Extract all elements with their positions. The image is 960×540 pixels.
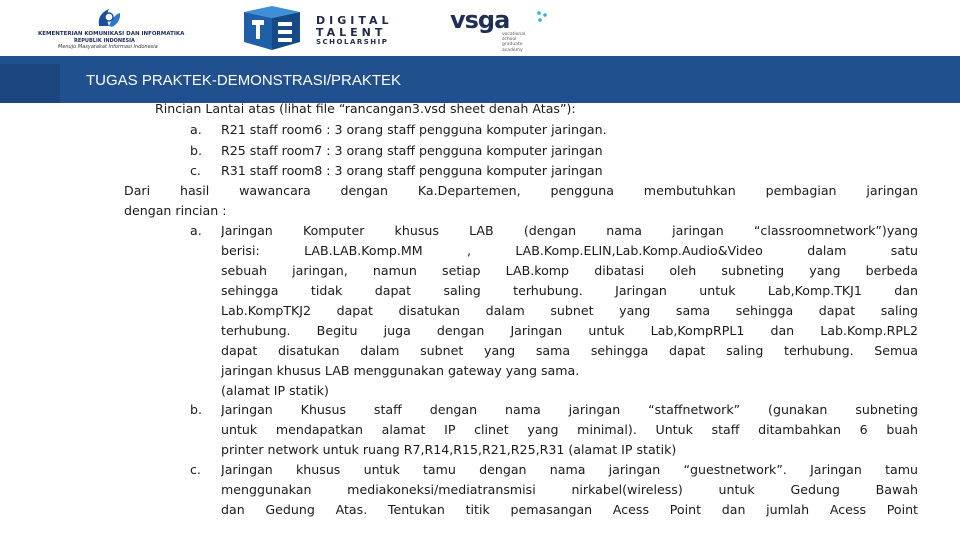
point-line: berisi: LAB.LAB.Komp.MM , LAB.Komp.ELIN,Lab.Komp.Audio&Video dalam satu	[221, 243, 918, 258]
digital-talent-mark-icon	[240, 6, 304, 50]
point-line: Jaringan Komputer khusus LAB (dengan nama jaringan “classroomnetwork”)yang	[221, 223, 918, 238]
point-line: Lab.KompTKJ2 dapat disatukan dalam subnet yang sama sehingga dapat saling	[221, 303, 918, 318]
kominfo-logo	[38, 4, 208, 50]
kominfo-tagline: Menuju Masyarakat Informasi Indonesia	[58, 44, 158, 50]
vsga-tagline-line: school	[502, 37, 517, 43]
point-line: jaringan khusus LAB menggunakan gateway yang sama.	[221, 363, 580, 378]
vsga-logo	[450, 6, 560, 54]
point-line: Jaringan khusus untuk tamu dengan nama jaringan “guestnetwork”. Jaringan tamu	[221, 462, 918, 477]
point-line: terhubung. Begitu juga dengan Jaringan untuk Lab,KompRPL1 dan Lab.Komp.RPL2	[221, 323, 918, 338]
room-item-letter: c.	[190, 163, 201, 178]
vsga-tagline-line: graduate	[502, 42, 523, 48]
point-line: sehingga tidak dapat saling terhubung. Jaringan untuk Lab,Komp.TKJ1 dan	[221, 283, 918, 298]
vsga-tagline	[502, 32, 525, 53]
document-heading: Rincian Lantai atas (lihat file “rancangan3.vsd sheet denah Atas”):	[155, 101, 576, 116]
slide-title: TUGAS PRAKTEK-DEMONSTRASI/PRAKTEK	[86, 72, 402, 89]
vsga-wordmark: vsga	[450, 6, 510, 34]
point-letter: c.	[190, 462, 201, 477]
document-content	[0, 103, 960, 540]
vsga-tagline-line: vocational	[502, 32, 526, 37]
dts-line-digital: DIGITAL	[316, 14, 393, 27]
room-item: R31 staff room8 : 3 orang staff pengguna komputer jaringan	[221, 163, 603, 178]
intro-paragraph-line: dengan rincian :	[124, 203, 227, 218]
point-line: dan Gedung Atas. Tentukan titik pemasangan Acess Point dan jumlah Acess Point	[221, 502, 918, 517]
point-line: printer network untuk ruang R7,R14,R15,R21,R25,R31 (alamat IP statik)	[221, 442, 677, 457]
point-line: menggunakan mediakoneksi/mediatransmisi nirkabel(wireless) untuk Gedung Bawah	[221, 482, 918, 497]
vsga-dots-icon	[536, 10, 548, 24]
vsga-tagline-line: academy	[502, 47, 523, 53]
kominfo-emblem-icon	[96, 6, 122, 30]
point-letter: b.	[190, 402, 202, 417]
point-line: untuk mendapatkan alamat IP clinet yang minimal). Untuk staff ditambahkan 6 buah	[221, 422, 918, 437]
point-line: Jaringan Khusus staff dengan nama jaringan “staffnetwork” (gunakan subneting	[221, 402, 918, 417]
room-item: R25 staff room7 : 3 orang staff pengguna komputer jaringan	[221, 143, 603, 158]
header	[0, 0, 960, 56]
kominfo-name: KEMENTERIAN KOMUNIKASI DAN INFORMATIKA	[38, 31, 185, 37]
point-letter: a.	[190, 223, 202, 238]
point-line: sebuah jaringan, namun setiap LAB.komp dibatasi oleh subneting yang berbeda	[221, 263, 918, 278]
room-item-letter: b.	[190, 143, 202, 158]
dts-line-talent: TALENT	[316, 26, 387, 39]
title-bar-accent	[0, 64, 60, 103]
title-bar	[0, 56, 960, 103]
room-item: R21 staff room6 : 3 orang staff pengguna komputer jaringan.	[221, 122, 607, 137]
kominfo-country: REPUBLIK INDONESIA	[74, 38, 135, 44]
dts-line-scholarship: SCHOLARSHIP	[316, 38, 389, 46]
intro-paragraph-line: Dari hasil wawancara dengan Ka.Departemen, pengguna membutuhkan pembagian jaringan	[124, 183, 918, 198]
point-line: (alamat IP statik)	[221, 383, 329, 398]
room-item-letter: a.	[190, 122, 202, 137]
point-line: dapat disatukan dalam subnet yang sama sehingga dapat saling terhubung. Semua	[221, 343, 918, 358]
digital-talent-logo	[240, 6, 410, 52]
